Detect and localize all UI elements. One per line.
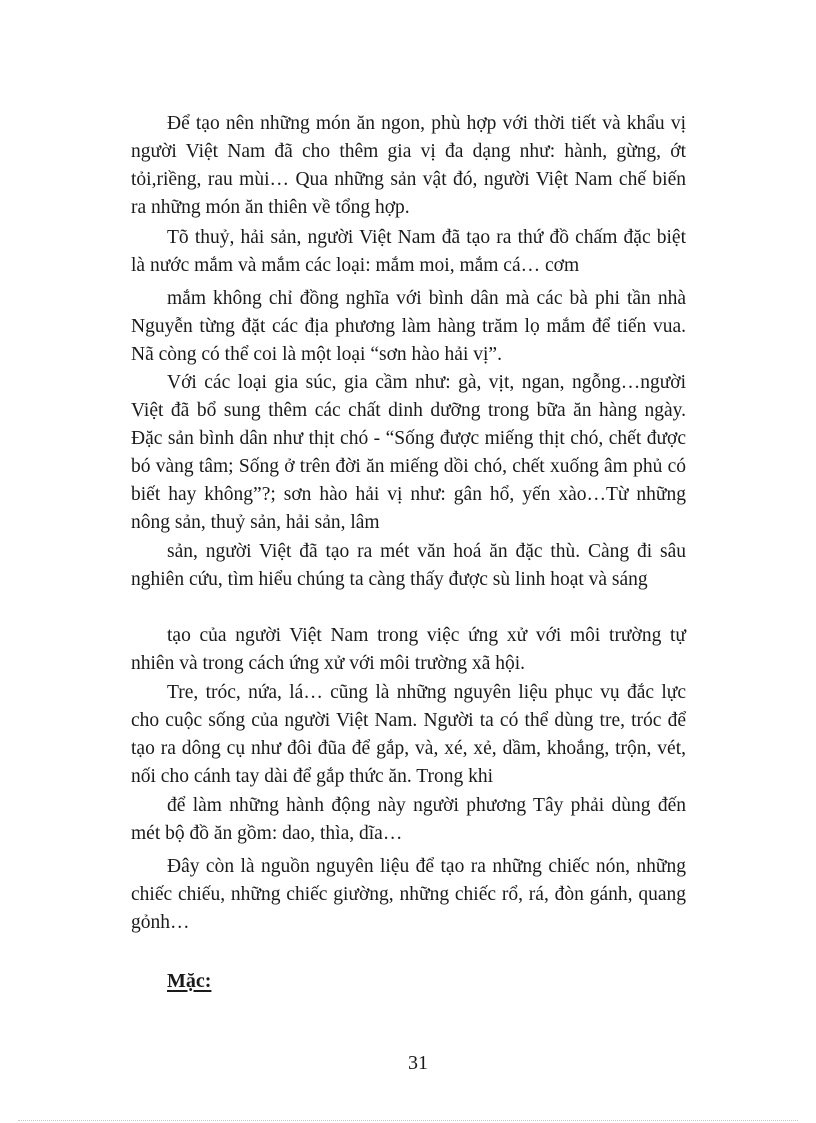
paragraph-bamboo-products: Đây còn là nguồn nguyên liệu để tạo ra những chiếc nón, những chiếc chiếu, những chiếc giường, những chiếc rổ, rá, đòn gánh, quang gỏnh… [131,856,686,933]
paragraph-food-culture-continued: tạo của người Việt Nam trong việc ứng xử với môi trường tự nhiên và trong cách ứng xử với môi trường xã hội. [131,625,686,674]
section-heading: Mặc: [167,970,212,992]
page-number: 31 [408,1052,428,1074]
paragraph-food-culture: sản, người Việt đã tạo ra mét văn hoá ăn đặc thù. Càng đi sâu nghiên cứu, tìm hiểu chúng ta càng thấy được sù linh hoạt và sáng [131,541,686,590]
paragraph-fish-sauce-continued: mắm không chỉ đồng nghĩa với bình dân mà các bà phi tần nhà Nguyễn từng đặt các địa phương làm hàng trăm lọ mắm để tiến vua. Nã còng có thể coi là một loại “sơn hào hải vị”. [131,288,686,365]
paragraph-spices: Để tạo nên những món ăn ngon, phù hợp với thời tiết và khẩu vị người Việt Nam đã cho thêm gia vị đa dạng như: hành, gừng, ớt tỏi,riềng, rau mùi… Qua những sản vật đó, người Việt Nam chế biến ra những món ăn thiên về tổng hợp. [131,113,686,218]
paragraph-bamboo: Tre, tróc, nứa, lá… cũng là những nguyên liệu phục vụ đắc lực cho cuộc sống của người Việt Nam. Người ta có thể dùng tre, tróc để tạo ra dông cụ như đôi đũa để gắp, và, xé, xẻ, dầm, khoắng, trộn, vét, nối cho cánh tay dài để gắp thức ăn. Trong khi [131,682,686,787]
paragraph-fish-sauce: Tõ thuỷ, hải sản, người Việt Nam đã tạo ra thứ đồ chấm đặc biệt là nước mắm và mắm các loại: mắm moi, mắm cá… cơm [131,227,686,276]
page-bottom-divider [18,1120,798,1121]
paragraph-livestock: Với các loại gia súc, gia cầm như: gà, vịt, ngan, ngỗng…người Việt đã bổ sung thêm các chất dinh dưỡng trong bữa ăn hàng ngày. Đặc sản bình dân như thịt chó - “Sống được miếng thịt chó, chết được bó vàng tâm; Sống ở trên đời ăn miếng dồi chó, chết xuống âm phủ có biết hay không”?; sơn hào hải vị như: gân hổ, yến xào…Từ những nông sản, thuỷ sản, hải sản, lâm [131,372,686,533]
paragraph-bamboo-continued: để làm những hành động này người phương Tây phải dùng đến mét bộ đồ ăn gồm: dao, thìa, dĩa… [131,795,686,844]
